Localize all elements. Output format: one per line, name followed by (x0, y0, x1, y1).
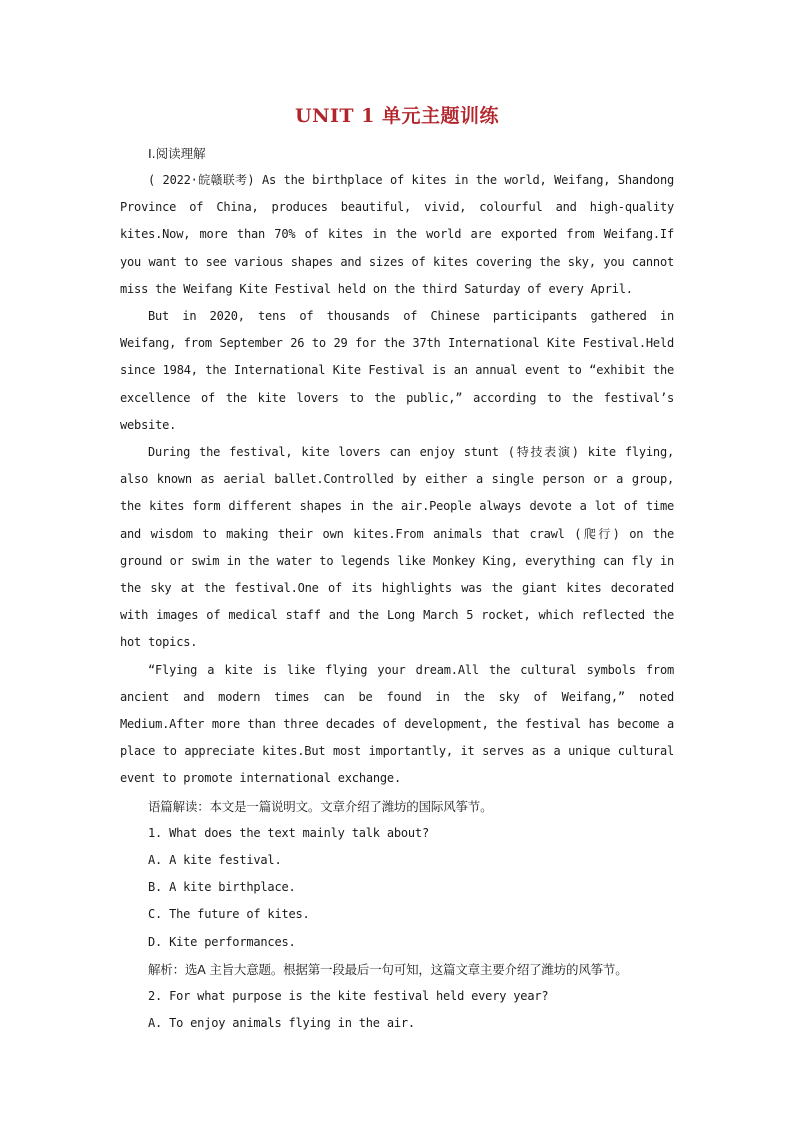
question-1-option-b: B. A kite birthplace. (148, 880, 296, 895)
question-1-stem: 1. What does the text mainly talk about? (148, 825, 429, 840)
question-1-option-d: D. Kite performances. (148, 934, 296, 949)
passage-paragraph-3: During the festival, kite lovers can enjoy stunt (特技表演) kite flying, also known as aerial ballet.Controlled by either a single person or a group, the kites form different shapes in the air.People always devote a lot of time and wisdom to making their own kites.From animals that crawl (爬行) on the ground or swim in the water to legends like Monkey King, everything can fly in the sky at the festival.One of its highlights was the giant kites decorated with images of medical staff and the Long March 5 rocket, which reflected the hot topics. (120, 445, 674, 650)
question-2-option-a: A. To enjoy animals flying in the air. (148, 1016, 415, 1031)
document-page (120, 100, 674, 1038)
page-title: UNIT 1 单元主题训练 (295, 105, 499, 127)
question-2-stem: 2. For what purpose is the kite festival held every year? (148, 989, 549, 1004)
passage-paragraph-1: ( 2022·皖赣联考) As the birthplace of kites in the world, Weifang, Shandong Province of China, produces beautiful, vivid, colourful and high-quality kites.Now, more than 70% of kites in the world are exported from Weifang.If you want to see various shapes and sizes of kites covering the sky, you cannot miss the Weifang Kite Festival held on the third Saturday of every April. (120, 173, 674, 296)
passage-paragraph-2: But in 2020, tens of thousands of Chinese participants gathered in Weifang, from September 26 to 29 for the 37th International Kite Festival.Held since 1984, the International Kite Festival is an annual event to “exhibit the excellence of the kite lovers to the public,” according to the festival’s website. (120, 309, 674, 432)
passage-note: 语篇解读：本文是一篇说明文。文章介绍了潍坊的国际风筝节。 (148, 798, 493, 814)
question-1-analysis: 解析：选A 主旨大意题。根据第一段最后一句可知，这篇文章主要介绍了潍坊的风筝节。 (148, 961, 628, 977)
question-1-option-a: A. A kite festival. (148, 853, 282, 868)
passage-paragraph-4: “Flying a kite is like flying your dream.All the cultural symbols from ancient and modern times can be found in the sky of Weifang,” noted Medium.After more than three decades of development, the festival has become a place to appreciate kites.But most importantly, it serves as a unique cultural event to promote international exchange. (120, 662, 674, 786)
question-1-option-c: C. The future of kites. (148, 907, 310, 922)
section-heading: Ⅰ.阅读理解 (148, 146, 206, 161)
